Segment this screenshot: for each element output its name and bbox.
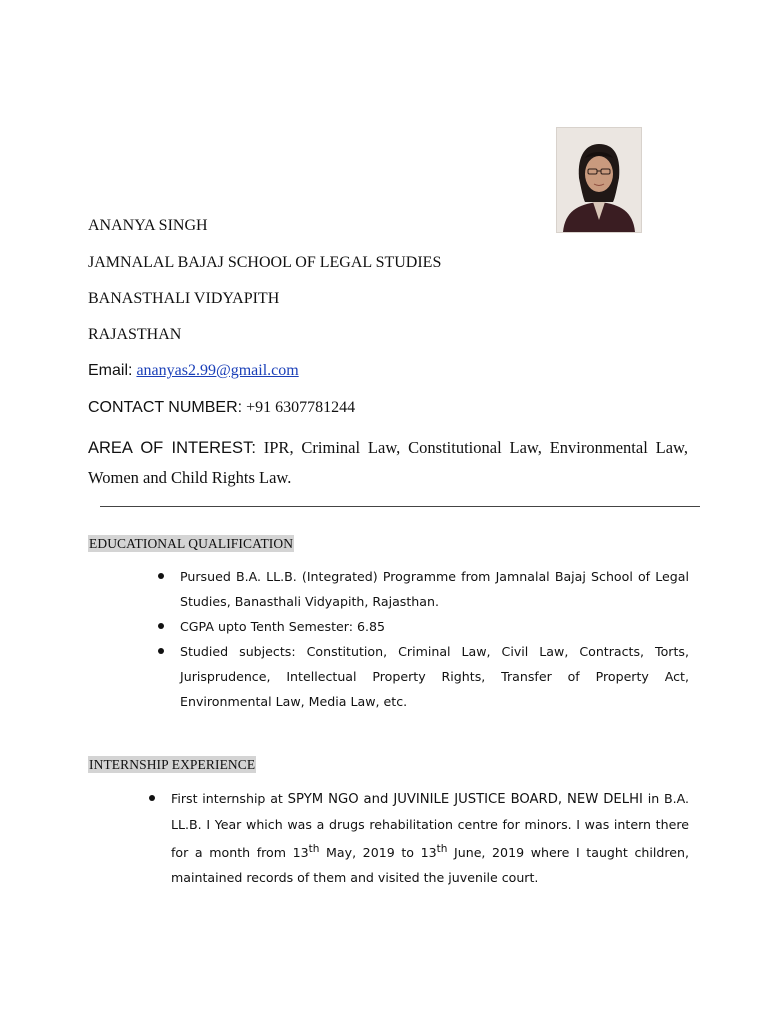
internship-heading: INTERNSHIP EXPERIENCE [89,757,256,772]
section-divider [100,506,700,507]
profile-photo [556,127,642,233]
university-name: BANASTHALI VIDYAPITH [88,290,280,307]
ordinal-suffix: th [308,843,320,855]
list-item [180,564,689,614]
contact-number: +91 6307781244 [246,399,356,416]
bullet-icon [158,573,164,579]
aoi-label: AREA OF INTEREST: [88,439,256,457]
state-name: RAJASTHAN [88,326,182,343]
education-item-text: Studied subjects: Constitution, Criminal Law, Civil Law, Contracts, Torts, Jurisprudence, Intellectual Property Rights, Transfer of Property Act, Environmental Law, Media Law, etc. [180,644,689,709]
list-item [171,786,689,890]
email-link[interactable]: ananyas2.99@gmail.com [136,362,299,379]
bullet-icon [149,795,155,801]
contact-line [88,399,355,417]
education-list [180,564,689,714]
candidate-name: ANANYA SINGH [88,217,208,234]
email-label: Email: [88,362,133,379]
internship-org: SPYM NGO and JUVINILE JUSTICE BOARD, NEW DELHI [287,792,643,807]
internship-text-1: in B.A. LL.B. I Year which was a drugs rehabilitation centre for minors. I was intern there for a month from 13 [171,791,690,861]
list-item [180,639,689,714]
email-line [88,362,299,380]
aoi-value: IPR, Criminal Law, Constitutional Law, Environmental Law, Women and Child Rights Law. [88,438,689,487]
internship-text-3: June, 2019 where I taught children, maintained records of them and visited the juvenile court. [171,845,689,886]
education-heading: EDUCATIONAL QUALIFICATION [89,536,294,551]
internship-prefix: First internship at [171,791,288,806]
internship-text-2: May, 2019 to 13 [319,845,437,861]
bullet-icon [158,648,164,654]
education-item-text: Pursued B.A. LL.B. (Integrated) Programme from Jamnalal Bajaj School of Legal Studies, Banasthali Vidyapith, Rajasthan. [180,569,689,609]
profile-photo-image [557,128,641,232]
list-item [180,614,689,639]
ordinal-suffix: th [436,843,448,855]
education-item-text: CGPA upto Tenth Semester: 6.85 [180,619,386,634]
school-name: JAMNALAL BAJAJ SCHOOL OF LEGAL STUDIES [88,254,442,271]
internship-list [171,786,689,890]
area-of-interest [88,433,688,492]
contact-label: CONTACT NUMBER: [88,399,243,416]
bullet-icon [158,623,164,629]
